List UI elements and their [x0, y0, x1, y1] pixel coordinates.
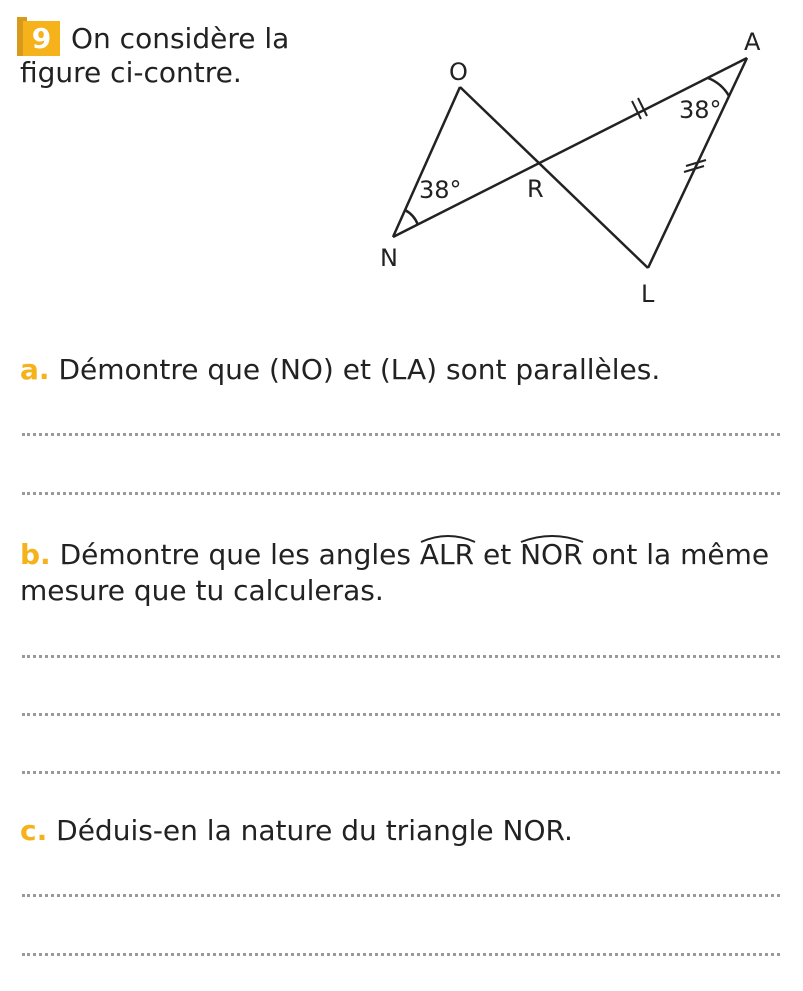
question-b-text-after: ont la même [591, 538, 770, 571]
answer-line-b1[interactable] [22, 655, 780, 658]
point-label-O: O [449, 58, 468, 86]
angle-NOR [520, 537, 582, 573]
point-label-N: N [380, 244, 398, 272]
answer-line-b3[interactable] [22, 771, 780, 774]
question-c-text: Déduis-en la nature du triangle NOR. [56, 814, 573, 847]
question-a-text: Démontre que (NO) et (LA) sont parallèles. [58, 353, 661, 386]
angle-NOR-text: NOR [520, 538, 583, 571]
answer-line-c2[interactable] [22, 953, 780, 956]
segment-OL [460, 87, 648, 268]
angle-arc-A [708, 78, 729, 96]
segment-NA [393, 58, 747, 237]
question-b [20, 537, 769, 573]
question-b-line2: mesure que tu calculeras. [20, 574, 384, 607]
intro-line-2: figure ci-contre. [20, 56, 242, 89]
angle-label-A: 38° [679, 96, 722, 124]
question-a [20, 352, 660, 388]
question-b-text-before: Démontre que les angles [59, 538, 411, 571]
exercise-number: 9 [23, 21, 60, 56]
point-label-L: L [641, 280, 655, 308]
question-c [20, 813, 573, 849]
angle-hat-icon [420, 533, 476, 543]
answer-line-b2[interactable] [22, 713, 780, 716]
angle-arc-N [405, 210, 418, 225]
point-label-A: A [744, 28, 761, 56]
answer-line-a2[interactable] [22, 492, 780, 495]
angle-ALR [420, 537, 474, 573]
segment-NO [393, 87, 460, 237]
answer-line-a1[interactable] [22, 433, 780, 436]
point-label-R: R [527, 175, 544, 203]
question-a-label: a. [20, 353, 50, 386]
angle-hat-icon [520, 533, 584, 543]
geometry-figure [0, 0, 803, 320]
question-b-label: b. [20, 538, 51, 571]
angle-label-N: 38° [419, 176, 462, 204]
answer-line-c1[interactable] [22, 894, 780, 897]
intro-line-1: On considère la [71, 22, 290, 55]
question-b-middle: et [482, 538, 512, 571]
angle-ALR-text: ALR [419, 538, 475, 571]
question-c-label: c. [20, 814, 48, 847]
